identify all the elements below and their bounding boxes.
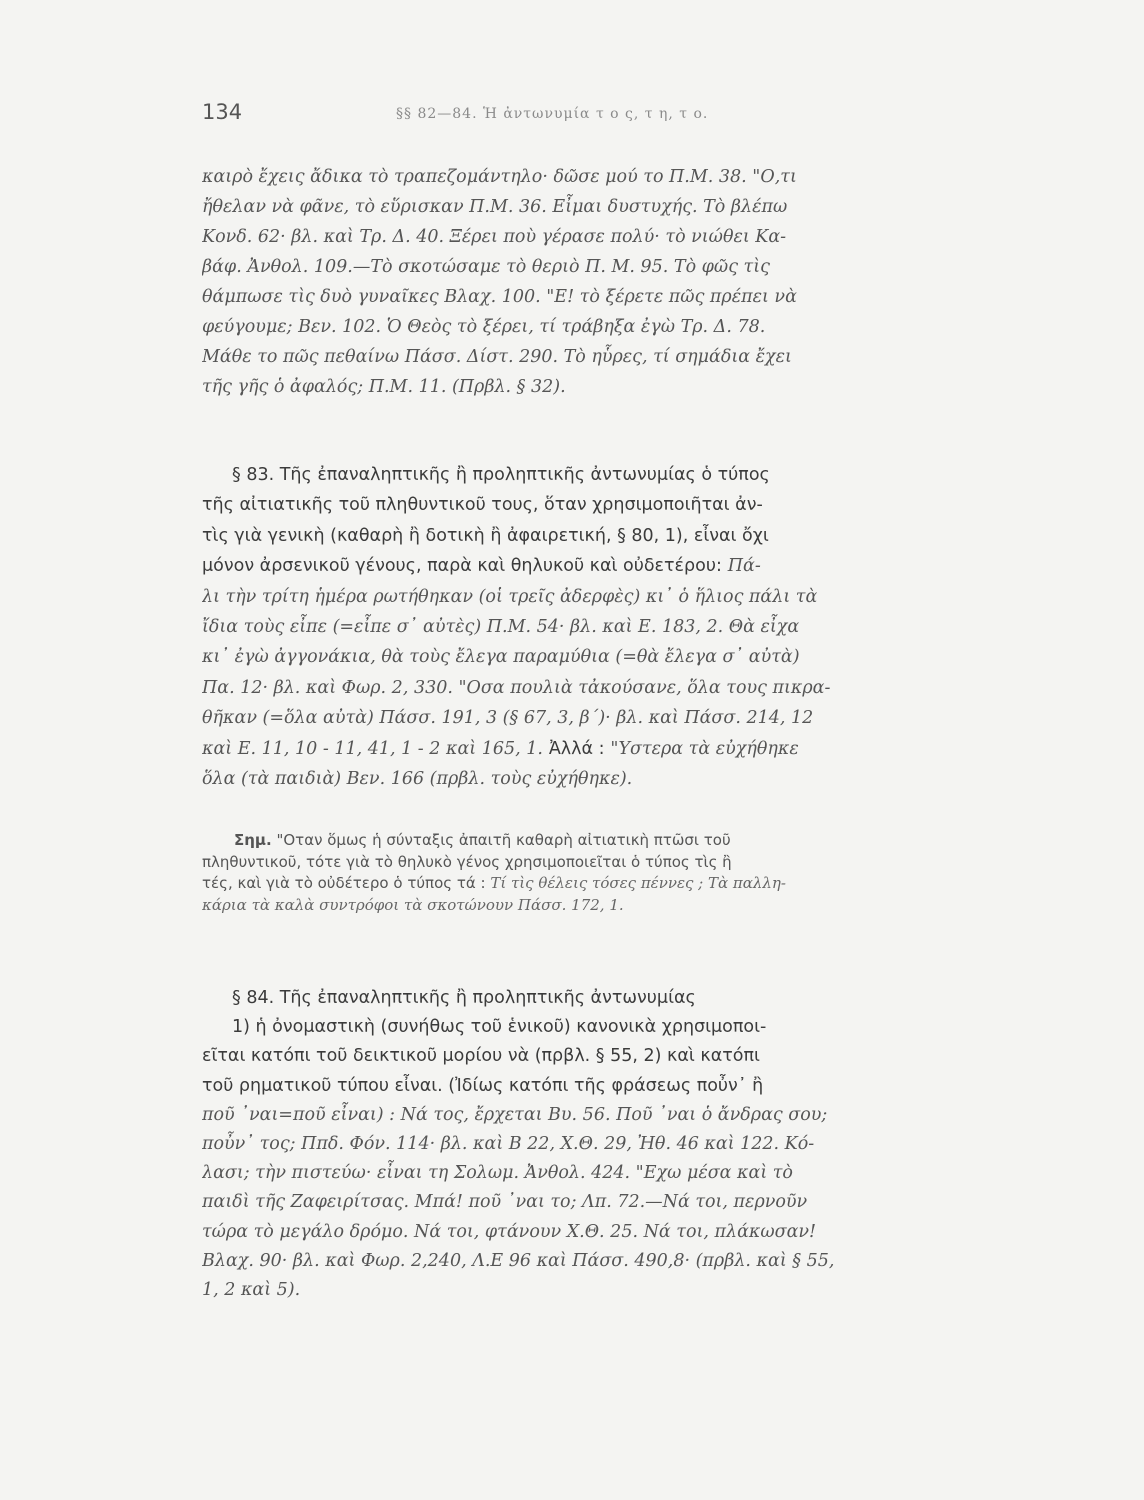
- text-line: πληθυντικοῦ, τότε γιὰ τὸ θηλυκὸ γένος χρησιμοποιεῖται ὁ τύπος τὶς ἢ: [202, 852, 732, 871]
- example-segment: Τί τὶς θέλεις τόσες πέννες ; Τὰ παλλη-: [490, 874, 786, 892]
- text-line: τῆς αἰτιατικῆς τοῦ πληθυντικοῦ τους, ὅταν χρησιμοποιῆται ἀν-: [202, 495, 763, 516]
- text-line: καιρὸ ἔχεις ἄδικα τὸ τραπεζομάντηλο· δῶσε μού το Π.Μ. 38. "Ο,τι: [202, 167, 797, 187]
- example-line: Πα. 12· βλ. καὶ Φωρ. 2, 330. "Οσα πουλιὰ τἀκούσανε, ὅλα τους πικρα-: [202, 677, 831, 698]
- text-line: [202, 551, 992, 581]
- text-line: τοῦ ρηματικοῦ τύπου εἶναι. (Ἰδίως κατόπι τῆς φράσεως ποὖν᾿ ἢ: [202, 1075, 764, 1096]
- example-line: παιδὶ τῆς Ζαφειρίτσας. Μπά! ποῦ ᾿ναι το; Λπ. 72.—Νά τοι, περνοῦν: [202, 1192, 808, 1213]
- note-block: [202, 830, 992, 916]
- text-line: [202, 830, 992, 852]
- text-line: Μάθε το πῶς πεθαίνω Πάσσ. Δίστ. 290. Τὸ ηὗρες, τί σημάδια ἔχει: [202, 347, 792, 367]
- text-line: ἤθελαν νὰ φᾶνε, τὸ εὕρισκαν Π.Μ. 36. Εἶμαι δυστυχής. Τὸ βλέπω: [202, 197, 788, 217]
- text-line: [202, 873, 992, 895]
- section-83-heading-line: § 83. Τῆς ἐπαναληπτικῆς ἢ προληπτικῆς ἀντωνυμίας ὁ τύπος: [232, 465, 770, 485]
- example-segment: "Υστερα τὰ εὐχήθηκε: [610, 738, 799, 759]
- text-line: 1) ἡ ὀνομαστικὴ (συνήθως τοῦ ἑνικοῦ) κανονικὰ χρησιμοποι-: [232, 1017, 767, 1038]
- example-line: λασι; τὴν πιστεύω· εἶναι τη Σολωμ. Ἀνθολ. 424. "Εχω μέσα καὶ τὸ: [202, 1163, 793, 1184]
- text-segment: "Οταν ὅμως ἡ σύνταξις ἀπαιτῆ καθαρὴ αἰτιατικὴ πτῶσι τοῦ: [276, 831, 731, 849]
- example-segment: καὶ Ε. 11, 10 - 11, 41, 1 - 2 καὶ 165, 1.: [202, 738, 543, 759]
- text-line: βάφ. Ἀνθολ. 109.—Τὸ σκοτώσαμε τὸ θεριὸ Π. Μ. 95. Τὸ φῶς τὶς: [202, 257, 770, 277]
- example-line: κάρια τὰ καλὰ συντρόφοι τὰ σκοτώνουν Πάσσ. 172, 1.: [202, 895, 624, 914]
- example-line: ἴδια τοὺς εἶπε (=εἶπε σ᾿ αὐτὲς) Π.Μ. 54· βλ. καὶ Ε. 183, 2. Θὰ εἶχα: [202, 616, 800, 637]
- intro-examples-paragraph: [202, 162, 992, 402]
- text-line: Κονδ. 62· βλ. καὶ Τρ. Δ. 40. Ξέρει ποὺ γέρασε πολύ· τὸ νιώθει Κα-: [202, 227, 787, 247]
- section-83: [202, 460, 992, 794]
- text-line: θάμπωσε τὶς δυὸ γυναῖκες Βλαχ. 100. "Ε! τὸ ξέρετε πῶς πρέπει νὰ: [202, 287, 797, 307]
- text-line: [202, 734, 992, 764]
- text-line: τὶς γιὰ γενικὴ (καθαρὴ ἢ δοτικὴ ἢ ἀφαιρετική, § 80, 1), εἶναι ὄχι: [202, 525, 769, 546]
- example-line: ποὖν᾿ τος; Ππδ. Φόν. 114· βλ. καὶ Β 22, Χ.Θ. 29, Ἠθ. 46 καὶ 122. Κό-: [202, 1133, 815, 1154]
- example-line: 1, 2 καὶ 5).: [202, 1279, 301, 1300]
- example-segment: Πά-: [727, 556, 761, 577]
- text-line: τῆς γῆς ὁ ἀφαλός; Π.Μ. 11. (Πρβλ. § 32).: [202, 377, 566, 397]
- note-label: Σημ.: [234, 831, 272, 849]
- text-line: εῖται κατόπι τοῦ δεικτικοῦ μορίου νὰ (πρβλ. § 55, 2) καὶ κατόπι: [202, 1046, 760, 1067]
- section-84-heading-line: § 84. Τῆς ἐπαναληπτικῆς ἢ προληπτικῆς ἀντωνυμίας: [232, 988, 696, 1008]
- page-header: [202, 100, 1002, 134]
- running-title: §§ 82—84. Ἡ ἀντωνυμία τ ο ς, τ η, τ ο.: [396, 106, 709, 122]
- text-line: φεύγουμε; Βεν. 102. Ὁ Θεὸς τὸ ξέρει, τί τράβηξα ἐγὼ Τρ. Δ. 78.: [202, 317, 766, 337]
- example-line: τώρα τὸ μεγάλο δρόμο. Νά τοι, φτάνουν Χ.Θ. 25. Νά τοι, πλάκωσαν!: [202, 1221, 817, 1242]
- example-line: θῆκαν (=ὅλα αὐτὰ) Πάσσ. 191, 3 (§ 67, 3, β΄)· βλ. καὶ Πάσσ. 214, 12: [202, 708, 814, 729]
- example-line: ποῦ ᾿ναι=ποῦ εἶναι) : Νά τος, ἔρχεται Βυ. 56. Ποῦ ᾿ναι ὁ ἄνδρας σου;: [202, 1104, 828, 1125]
- example-line: κι᾿ ἐγὼ ἀγγονάκια, θὰ τοὺς ἔλεγα παραμύθια (=θὰ ἔλεγα σ᾿ αὐτὰ): [202, 647, 800, 668]
- alla-label: Ἀλλά :: [548, 738, 605, 759]
- page-number: 134: [202, 100, 243, 124]
- text-segment: μόνον ἀρσενικοῦ γένους, παρὰ καὶ θηλυκοῦ καὶ οὐδετέρου:: [202, 556, 722, 577]
- example-line: ὅλα (τὰ παιδιὰ) Βεν. 166 (πρβλ. τοὺς εὐχήθηκε).: [202, 768, 633, 789]
- example-line: λι τὴν τρίτη ἡμέρα ρωτήθηκαν (οἱ τρεῖς ἀδερφὲς) κι᾿ ὁ ἥλιος πάλι τὰ: [202, 586, 818, 607]
- section-84: [202, 984, 992, 1305]
- text-segment: τές, καὶ γιὰ τὸ οὐδέτερο ὁ τύπος τά :: [202, 874, 486, 892]
- example-line: Βλαχ. 90· βλ. καὶ Φωρ. 2,240, Λ.Ε 96 καὶ Πάσσ. 490,8· (πρβλ. καὶ § 55,: [202, 1250, 835, 1271]
